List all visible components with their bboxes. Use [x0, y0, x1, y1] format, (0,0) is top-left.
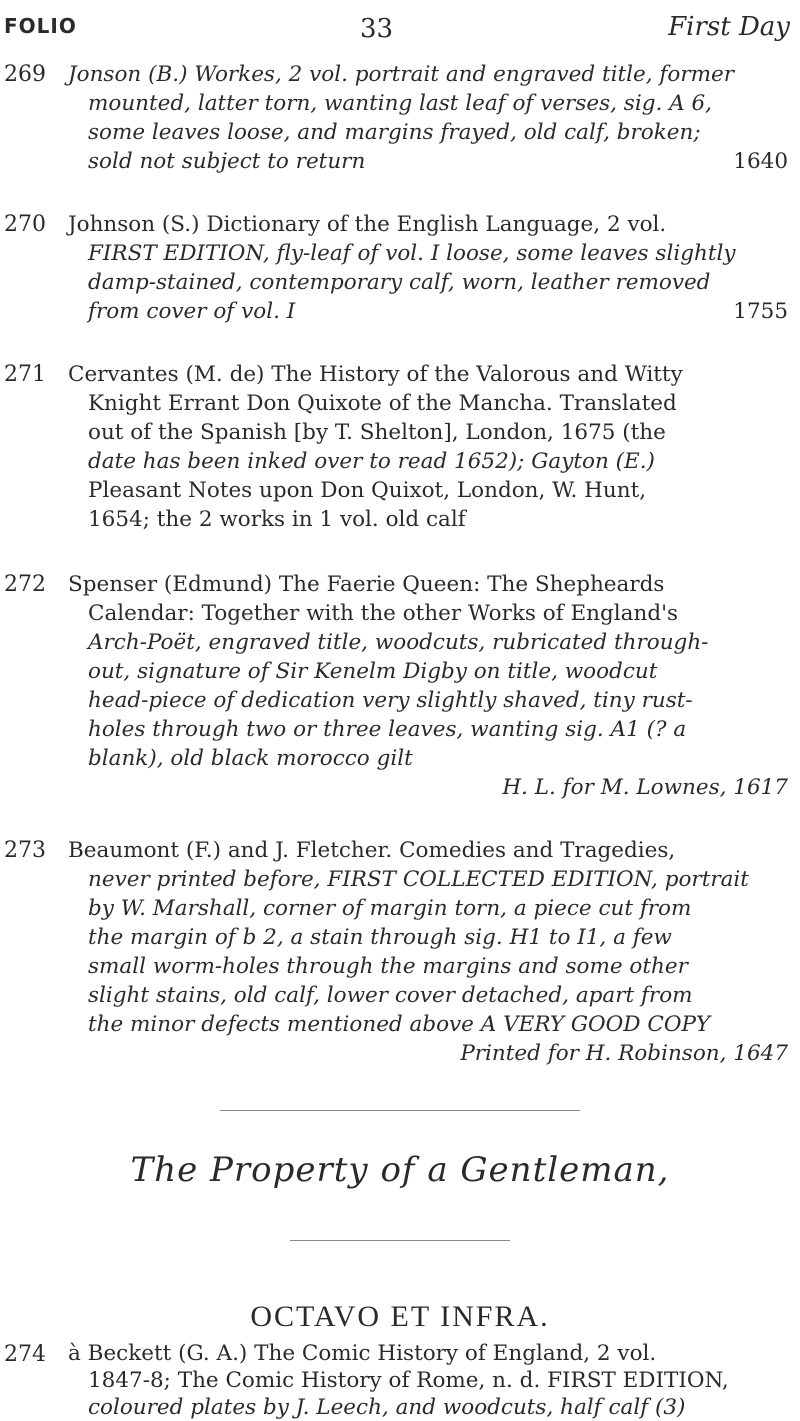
lot-line: blank), old black morocco gilt: [88, 746, 413, 771]
page-number: 33: [360, 14, 394, 44]
lot-line: Pleasant Notes upon Don Quixot, London, W. Hunt,: [88, 478, 647, 503]
lot-line: the margin of b 2, a stain through sig. H1 to I1, a few: [88, 925, 672, 950]
lot-entry: [0, 836, 800, 1076]
property-heading: The Property of a Gentleman,: [130, 1150, 670, 1190]
lot-line: Cervantes (M. de) The History of the Valorous and Witty: [68, 362, 683, 387]
lot-imprint: H. L. for M. Lownes, 1617: [502, 775, 788, 800]
lot-line: 1654; the 2 works in 1 vol. old calf: [88, 507, 466, 532]
lot-line: the minor defects mentioned above A VERY GOOD COPY: [88, 1012, 711, 1037]
octavo-heading: OCTAVO ET INFRA.: [250, 1300, 550, 1333]
lot-line: FIRST EDITION, fly-leaf of vol. I loose, some leaves slightly: [88, 241, 736, 266]
lot-line: Jonson (B.) Workes, 2 vol. portrait and engraved title, former: [68, 62, 734, 87]
lot-line: 1847-8; The Comic History of Rome, n. d. FIRST EDITION,: [88, 1368, 729, 1393]
lot-number: 271: [4, 362, 46, 387]
lot-line: damp-stained, contemporary calf, worn, leather removed: [88, 270, 711, 295]
lot-line: Spenser (Edmund) The Faerie Queen: The Shepheards: [68, 572, 665, 597]
lot-line: date has been inked over to read 1652); Gayton (E.): [88, 449, 655, 474]
lot-line: out of the Spanish [by T. Shelton], London, 1675 (the: [88, 420, 666, 445]
lot-date: 1755: [733, 299, 788, 324]
lot-imprint: Printed for H. Robinson, 1647: [460, 1041, 788, 1066]
section-divider: [220, 1110, 580, 1111]
lot-line: never printed before, FIRST COLLECTED EDITION, portrait: [88, 867, 749, 892]
lot-entry: [0, 210, 800, 330]
page-header: [0, 10, 800, 50]
lot-description: [68, 836, 788, 1068]
lot-line: coloured plates by J. Leech, and woodcuts, half calf (3): [88, 1395, 686, 1420]
lot-line: Calendar: Together with the other Works of England's: [88, 601, 679, 626]
lot-line: mounted, latter torn, wanting last leaf of verses, sig. A 6,: [88, 91, 713, 116]
lot-line: head-piece of dedication very slightly shaved, tiny rust-: [88, 688, 693, 713]
short-divider: [290, 1240, 510, 1241]
lot-line-with-date: [68, 147, 788, 176]
lot-number: 274: [4, 1342, 46, 1367]
lot-line: Arch-Poët, engraved title, woodcuts, rubricated through-: [88, 630, 709, 655]
lot-description: [68, 360, 788, 534]
lot-line: Beaumont (F.) and J. Fletcher. Comedies and Tragedies,: [68, 838, 676, 863]
lot-number: 272: [4, 572, 46, 597]
lot-line: out, signature of Sir Kenelm Digby on title, woodcut: [88, 659, 658, 684]
lot-line: Johnson (S.) Dictionary of the English Language, 2 vol.: [68, 212, 667, 237]
lot-entry: [0, 1340, 800, 1420]
lot-line: some leaves loose, and margins frayed, old calf, broken;: [88, 120, 701, 145]
lot-line: Knight Errant Don Quixote of the Mancha. Translated: [88, 391, 677, 416]
folio-label: FOLIO: [4, 14, 77, 38]
lot-entry: [0, 570, 800, 810]
lot-line: small worm-holes through the margins and some other: [88, 954, 688, 979]
lot-line: à Beckett (G. A.) The Comic History of England, 2 vol.: [68, 1341, 657, 1366]
day-label: First Day: [668, 12, 790, 42]
lot-entry: [0, 60, 800, 180]
lot-number: 273: [4, 838, 46, 863]
lot-line: sold not subject to return: [88, 149, 366, 174]
lot-date: 1640: [733, 149, 788, 174]
lot-line: slight stains, old calf, lower cover detached, apart from: [88, 983, 693, 1008]
lot-line: from cover of vol. I: [88, 299, 296, 324]
lot-description: [68, 60, 788, 176]
lot-description: [68, 1340, 788, 1421]
lot-description: [68, 210, 788, 326]
lot-number: 270: [4, 212, 46, 237]
lot-line: by W. Marshall, corner of margin torn, a piece cut from: [88, 896, 692, 921]
lot-description: [68, 570, 788, 802]
lot-entry: [0, 360, 800, 540]
lot-line: holes through two or three leaves, wanting sig. A1 (? a: [88, 717, 687, 742]
lot-line-with-date: [68, 297, 788, 326]
lot-number: 269: [4, 62, 46, 87]
